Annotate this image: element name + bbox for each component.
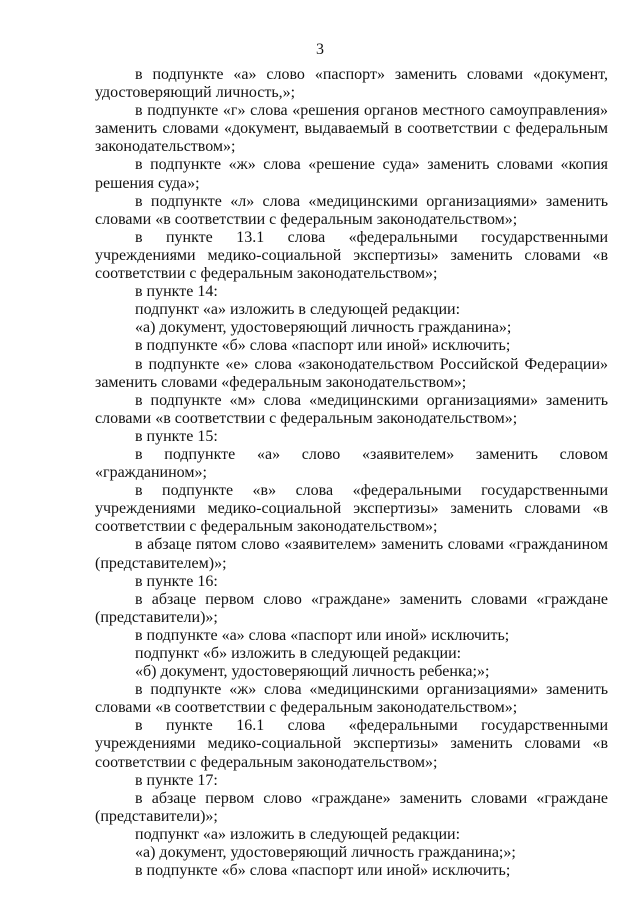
paragraph: в подпункте «а» слова «паспорт или иной» исключить;	[135, 626, 510, 644]
paragraph: в подпункте «м» слова «медицинскими организациями» заменить словами «в соответствии с федеральным законодательством»;	[95, 391, 608, 427]
paragraph: в абзаце первом слово «граждане» заменить словами «граждане (представители)»;	[95, 789, 608, 825]
paragraph: подпункт «а» изложить в следующей редакции:	[135, 301, 461, 319]
paragraph: «б) документ, удостоверяющий личность ребенка;»;	[135, 663, 490, 681]
paragraph: в пункте 13.1 слова «федеральными государственными учреждениями медико-социальной экспертизы» заменить словами «в соответствии с федеральным законодательством»;	[95, 228, 608, 283]
paragraph: «а) документ, удостоверяющий личность гражданина;»;	[135, 844, 516, 862]
paragraph: в подпункте «л» слова «медицинскими организациями» заменить словами «в соответствии с федеральным законодательством»;	[95, 192, 608, 228]
paragraph: подпункт «а» изложить в следующей редакции:	[135, 825, 461, 843]
paragraph: в пункте 14:	[135, 283, 218, 301]
paragraph: подпункт «б» изложить в следующей редакции:	[135, 645, 462, 662]
paragraph: в пункте 17:	[135, 771, 218, 789]
paragraph: в пункте 16.1 слова «федеральными государственными учреждениями медико-социальной экспертизы» заменить словами «в соответствии с федеральным законодательством»;	[95, 717, 608, 771]
paragraph: в пункте 16:	[135, 572, 218, 590]
paragraph: в подпункте «е» слова «законодательством Российской Федерации» заменить словами «федеральным законодательством»;	[95, 355, 608, 391]
paragraph: в абзаце первом слово «граждане» заменить словами «граждане (представители)»;	[95, 590, 608, 626]
paragraph: в пункте 15:	[135, 427, 218, 445]
paragraph: в подпункте «г» слова «решения органов местного самоуправления» заменить словами «документ, выдаваемый в соответствии с федеральным законодательством»;	[95, 102, 608, 156]
paragraph: в абзаце пятом слово «заявителем» заменить словами «гражданином (представителем)»;	[95, 536, 608, 572]
paragraph: в подпункте «б» слова «паспорт или иной» исключить;	[135, 862, 511, 880]
paragraph: в подпункте «б» слова «паспорт или иной» исключить;	[135, 337, 511, 355]
paragraph: в подпункте «в» слова «федеральными государственными учреждениями медико-социальной экспертизы» заменить словами «в соответствии с федеральным законодательством»;	[95, 482, 608, 536]
paragraph: в подпункте «ж» слова «медицинскими организациями» заменить словами «в соответствии с федеральным законодательством»;	[95, 681, 608, 717]
page-number: 3	[316, 41, 324, 58]
paragraph: в подпункте «а» слово «паспорт» заменить словами «документ, удостоверяющий личность,»;	[95, 66, 608, 102]
paragraph: в подпункте «а» слово «заявителем» заменить словом «гражданином»;	[95, 445, 608, 482]
document-body	[95, 66, 608, 880]
paragraph: «а) документ, удостоверяющий личность гражданина»;	[135, 319, 512, 337]
paragraph: в подпункте «ж» слова «решение суда» заменить словами «копия решения суда»;	[95, 156, 608, 192]
